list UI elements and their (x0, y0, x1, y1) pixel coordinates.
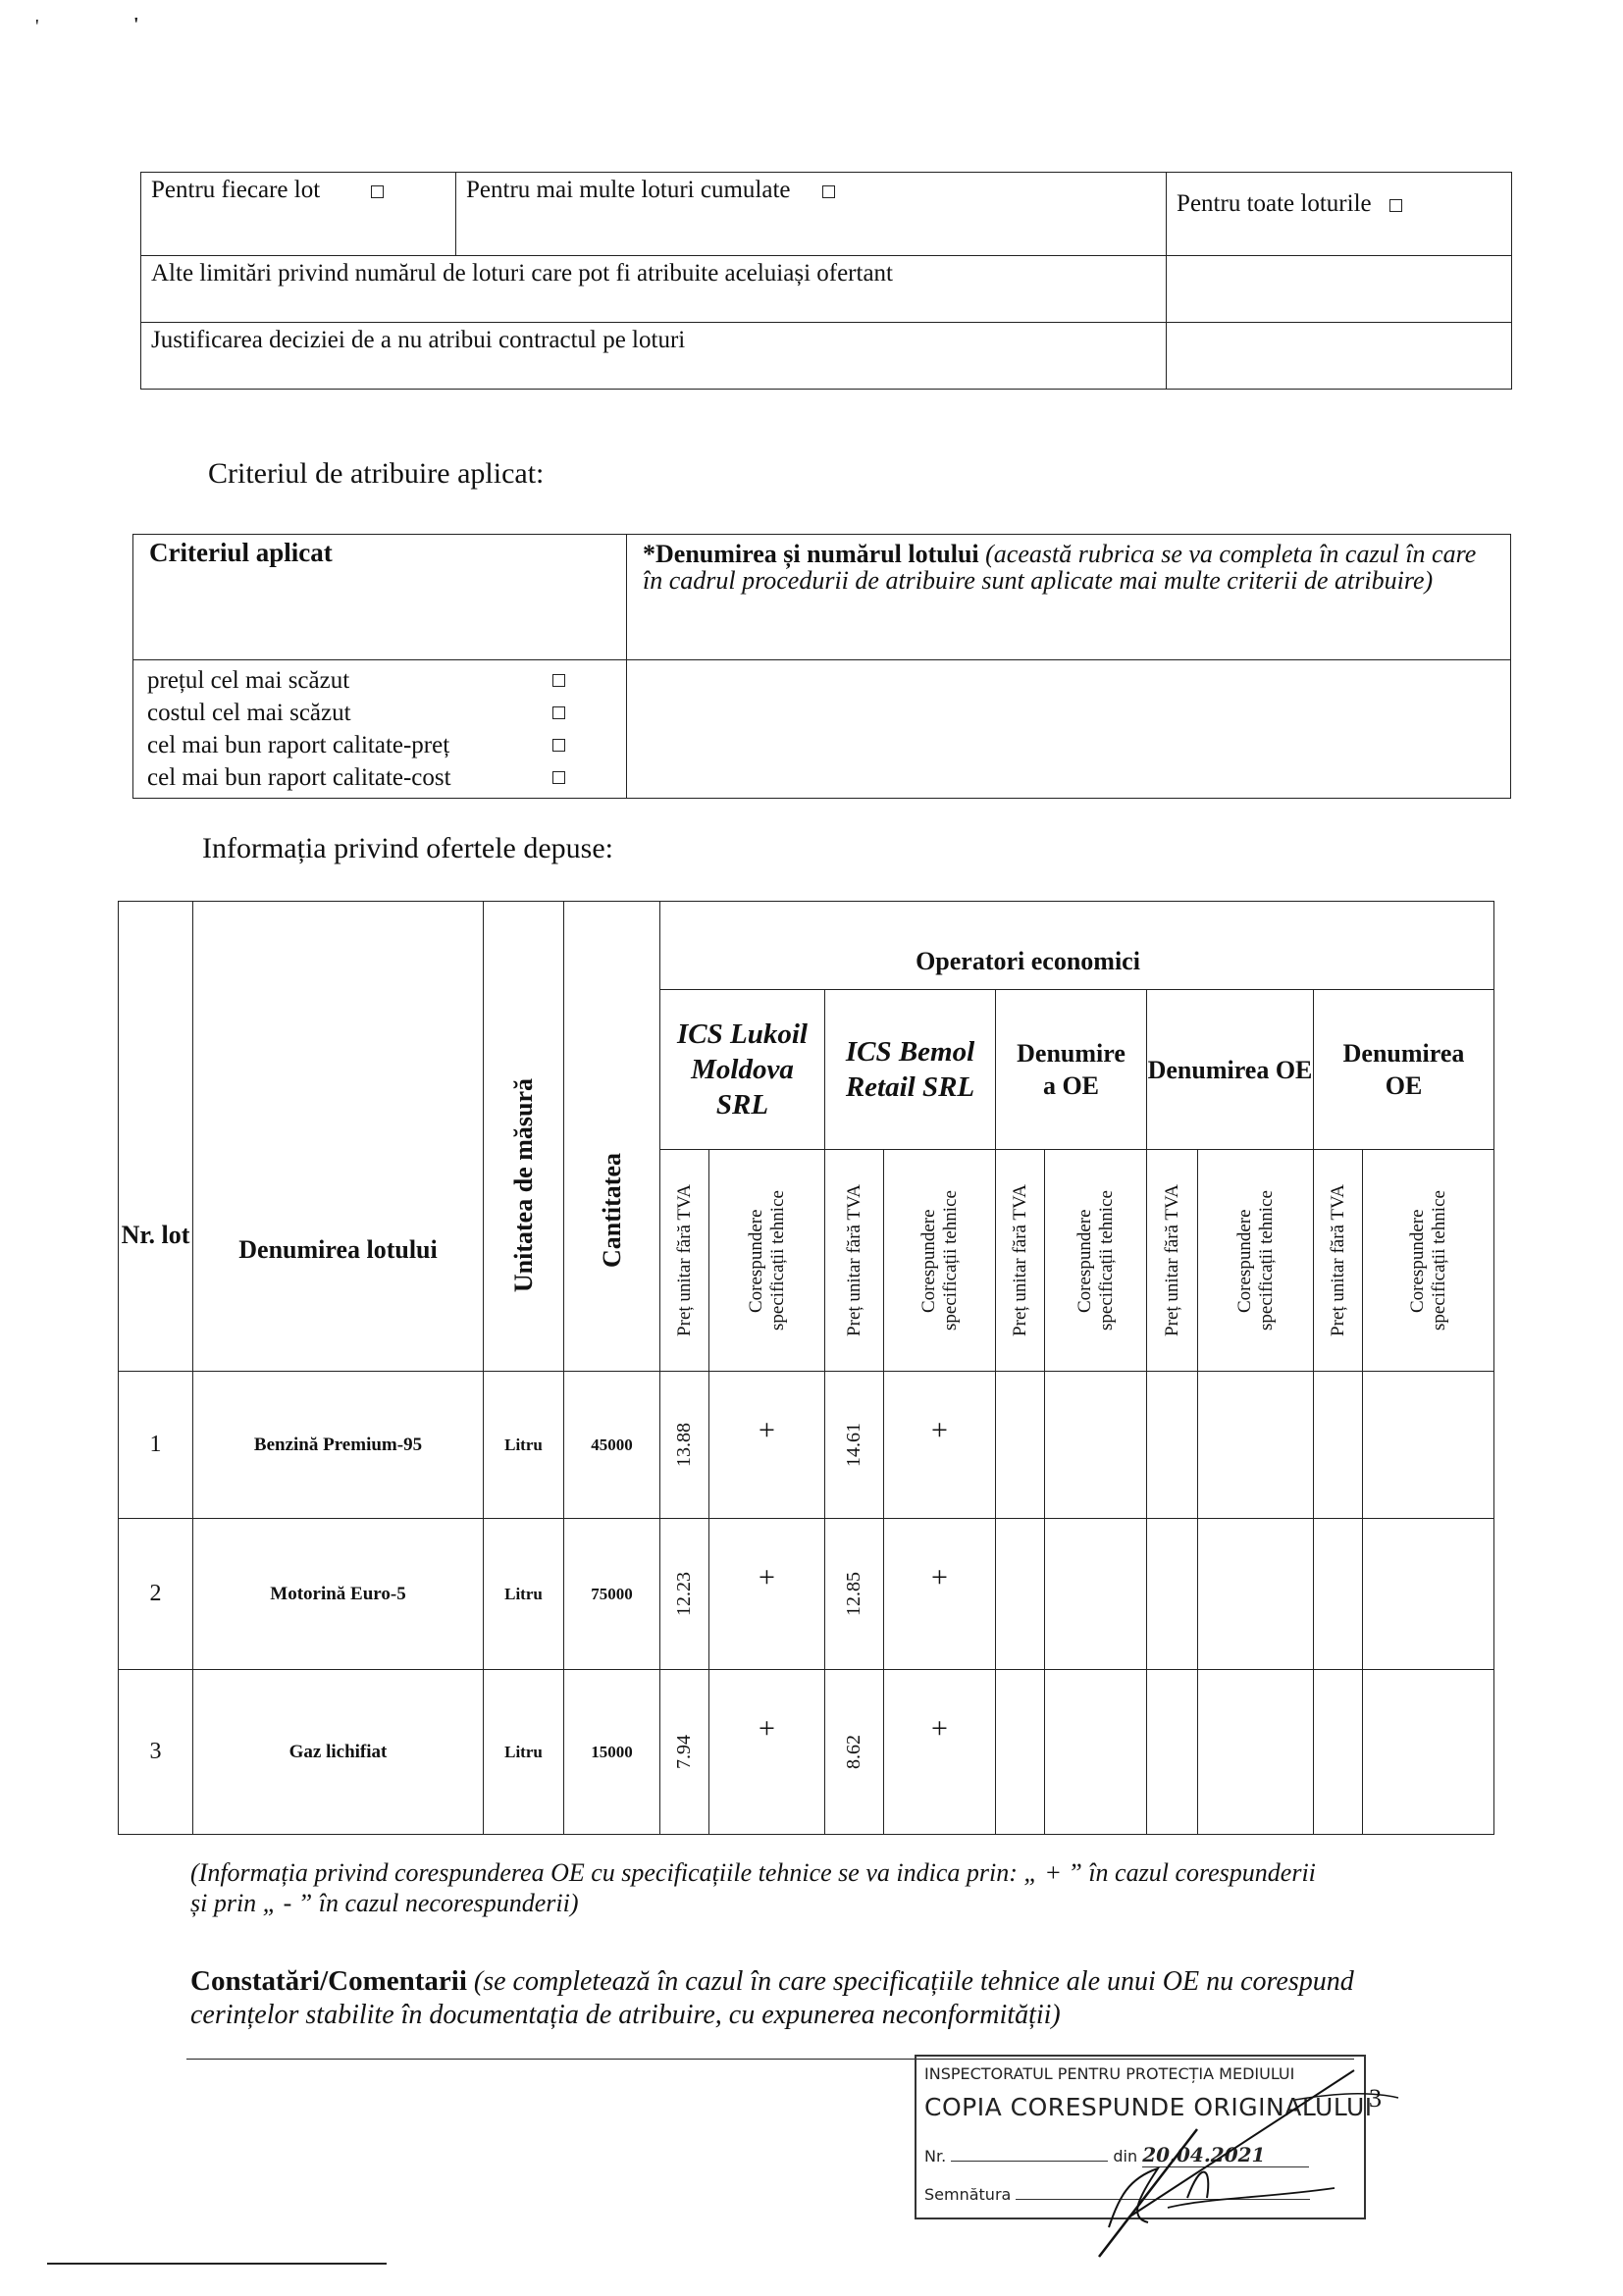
lot-name-header: *Denumirea și numărul lotului (643, 540, 979, 568)
operator-name: ICS Bemol Retail SRL (845, 1036, 975, 1103)
empty-cell (996, 1670, 1045, 1835)
row-name: Gaz lichifiat (193, 1670, 484, 1835)
criteria-table (132, 534, 1511, 799)
option-checkbox[interactable] (552, 739, 565, 752)
row-conform-1: + (709, 1372, 825, 1519)
handwritten-signature (1070, 2051, 1403, 2267)
stamp-date: 20.04.2021 (1142, 2143, 1309, 2167)
row-unit: Litru (484, 1519, 564, 1670)
option-row[interactable] (147, 729, 612, 761)
price-label: Preț unitar fără TVA (673, 1184, 695, 1336)
offers-table (118, 901, 1494, 1835)
criteria-lot-value[interactable] (627, 660, 1511, 799)
price-value: 7.94 (673, 1735, 695, 1769)
footnote-rule (47, 2263, 387, 2265)
conform-label: Corespundere specificații tehnice (1073, 1190, 1117, 1331)
operator-5-name (1314, 990, 1494, 1150)
lots-per-lot-cell (141, 173, 456, 256)
operator-name: ICS Lukoil Moldova SRL (677, 1018, 808, 1121)
conform-label: Corespundere specificații tehnice (1233, 1190, 1277, 1331)
nr-lot-label: Nr. lot (121, 1220, 190, 1249)
stamp-copy-text: COPIA CORESPUNDE ORIGINALULUI (924, 2093, 1373, 2121)
empty-cell (996, 1519, 1045, 1670)
operator-name: Denumirea OE (1147, 1055, 1313, 1084)
option-checkbox[interactable] (552, 771, 565, 784)
price-value: 8.62 (843, 1735, 864, 1769)
empty-cell (1045, 1670, 1147, 1835)
per-lot-checkbox[interactable] (371, 185, 384, 198)
criteria-header-text: Criteriul aplicat (149, 538, 333, 567)
stamp-nr-label: Nr. (924, 2147, 947, 2166)
empty-cell (1045, 1519, 1147, 1670)
price-label: Preț unitar fără TVA (1161, 1184, 1182, 1336)
option-best-quality-price: cel mai bun raport calitate-preț (147, 732, 450, 758)
stamp-signature-label: Semnătura (924, 2185, 1012, 2204)
conformity-note: (Informația privind corespunderea OE cu specificațiile tehnice se va indica prin: „ + ” în cazul corespunderii și prin „ - ” în cazul necorespunderii) (190, 1858, 1316, 1917)
empty-cell (1147, 1670, 1198, 1835)
table-row (119, 1670, 1494, 1835)
operator-2-name (825, 990, 996, 1150)
qty-label: Cantitatea (598, 1152, 626, 1268)
col-nr-header (119, 902, 193, 1372)
option-lowest-price: prețul cel mai scăzut (147, 667, 350, 694)
operator-4-name (1147, 990, 1314, 1150)
option-row[interactable] (147, 761, 612, 794)
row-conform-2: + (884, 1670, 996, 1835)
offers-heading: Informația privind ofertele depuse: (202, 832, 614, 864)
price-label: Preț unitar fără TVA (1327, 1184, 1348, 1336)
operator-1-name (660, 990, 825, 1150)
conform-label: Corespundere specificații tehnice (745, 1190, 788, 1331)
empty-cell (1363, 1372, 1494, 1519)
justification-value[interactable] (1167, 323, 1512, 390)
lots-all-cell (1167, 173, 1512, 256)
row-unit: Litru (484, 1372, 564, 1519)
row-unit: Litru (484, 1670, 564, 1835)
price-value: 12.85 (843, 1572, 864, 1616)
row-price-1 (660, 1519, 709, 1670)
criteria-options (133, 660, 627, 799)
row-qty: 75000 (564, 1519, 660, 1670)
option-row[interactable] (147, 664, 612, 697)
operator-name: Denumirea OE (1017, 1039, 1126, 1100)
sub-conform-5 (1363, 1150, 1494, 1372)
col-name-header (193, 902, 484, 1372)
row-nr: 1 (119, 1372, 193, 1519)
row-conform-2: + (884, 1519, 996, 1670)
comments-block (190, 1964, 1407, 2032)
row-name: Benzină Premium-95 (193, 1372, 484, 1519)
row-price-2 (825, 1519, 884, 1670)
empty-cell (996, 1372, 1045, 1519)
col-qty-header (564, 902, 660, 1372)
operators-header-label: Operatori economici (916, 947, 1140, 975)
other-limits-value[interactable] (1167, 256, 1512, 323)
operator-name: Denumirea OE (1342, 1039, 1465, 1100)
unit-label: Unitatea de măsură (509, 1077, 538, 1293)
per-lot-label: Pentru fiecare lot (151, 177, 321, 203)
comments-hint: (se completează în cazul în care specificațiile tehnice ale unui OE nu corespund cerințelor stabilite în documentația de atribuire, cu expunerea neconformității) (190, 1966, 1354, 2030)
price-value: 13.88 (673, 1423, 695, 1467)
operators-header (660, 902, 1494, 990)
empty-cell (1198, 1372, 1314, 1519)
sub-conform-1 (709, 1150, 825, 1372)
empty-cell (1314, 1670, 1363, 1835)
table-row (119, 1372, 1494, 1519)
price-label: Preț unitar fără TVA (1009, 1184, 1030, 1336)
empty-cell (1045, 1372, 1147, 1519)
row-name: Motorină Euro-5 (193, 1519, 484, 1670)
row-price-1 (660, 1372, 709, 1519)
col-unit-header (484, 902, 564, 1372)
other-limits-label: Alte limitări privind numărul de loturi care pot fi atribuite aceluiași ofertant (141, 256, 1167, 323)
lot-name-label: Denumirea lotului (238, 1234, 438, 1264)
price-value: 12.23 (673, 1572, 695, 1616)
sub-price-1 (660, 1150, 709, 1372)
criteria-col2-header (627, 535, 1511, 660)
corner-mark: ' (35, 16, 39, 37)
table-row (119, 1519, 1494, 1670)
multiple-lots-checkbox[interactable] (822, 185, 835, 198)
lots-table (140, 172, 1512, 390)
conform-label: Corespundere specificații tehnice (917, 1190, 961, 1331)
price-label: Preț unitar fără TVA (843, 1184, 864, 1336)
stamp-inspectorate: INSPECTORATUL PENTRU PROTECȚIA MEDIULUI (924, 2064, 1295, 2083)
row-price-2 (825, 1670, 884, 1835)
empty-cell (1147, 1519, 1198, 1670)
empty-cell (1198, 1519, 1314, 1670)
row-nr: 3 (119, 1670, 193, 1835)
price-value: 14.61 (843, 1423, 864, 1467)
option-checkbox[interactable] (552, 706, 565, 719)
empty-cell (1314, 1372, 1363, 1519)
row-conform-2: + (884, 1372, 996, 1519)
empty-cell (1314, 1519, 1363, 1670)
row-qty: 45000 (564, 1372, 660, 1519)
justification-label: Justificarea deciziei de a nu atribui contractul pe loturi (141, 323, 1167, 390)
row-conform-1: + (709, 1670, 825, 1835)
operator-3-name (996, 990, 1147, 1150)
comments-title: Constatări/Comentarii (190, 1965, 467, 1997)
sub-price-2 (825, 1150, 884, 1372)
row-price-2 (825, 1372, 884, 1519)
lot-name-hint: (această rubrica se va completa în cazul în care în cadrul procedurii de atribuire sunt aplicate mai multe criterii de atribuire) (643, 540, 1477, 595)
empty-cell (1363, 1670, 1494, 1835)
option-lowest-cost: costul cel mai scăzut (147, 700, 351, 726)
all-lots-label: Pentru toate loturile (1177, 190, 1372, 217)
all-lots-checkbox[interactable] (1389, 199, 1402, 212)
empty-cell (1363, 1519, 1494, 1670)
option-checkbox[interactable] (552, 674, 565, 687)
page-number: 3 (1369, 2084, 1382, 2113)
row-conform-1: + (709, 1519, 825, 1670)
sub-conform-2 (884, 1150, 996, 1372)
stamp-din-label: din (1113, 2147, 1138, 2166)
criteria-col1-header (133, 535, 627, 660)
sub-price-4 (1147, 1150, 1198, 1372)
row-nr: 2 (119, 1519, 193, 1670)
empty-cell (1198, 1670, 1314, 1835)
criteria-heading: Criteriul de atribuire aplicat: (208, 457, 545, 490)
empty-cell (1147, 1372, 1198, 1519)
conform-label: Corespundere specificații tehnice (1406, 1190, 1449, 1331)
corner-mark: ' (133, 14, 139, 35)
sub-price-5 (1314, 1150, 1363, 1372)
row-qty: 15000 (564, 1670, 660, 1835)
option-best-quality-cost: cel mai bun raport calitate-cost (147, 764, 451, 791)
sub-conform-3 (1045, 1150, 1147, 1372)
option-row[interactable] (147, 697, 612, 729)
row-price-1 (660, 1670, 709, 1835)
sub-conform-4 (1198, 1150, 1314, 1372)
multiple-lots-label: Pentru mai multe loturi cumulate (466, 177, 791, 203)
lots-multiple-cell (456, 173, 1167, 256)
sub-price-3 (996, 1150, 1045, 1372)
